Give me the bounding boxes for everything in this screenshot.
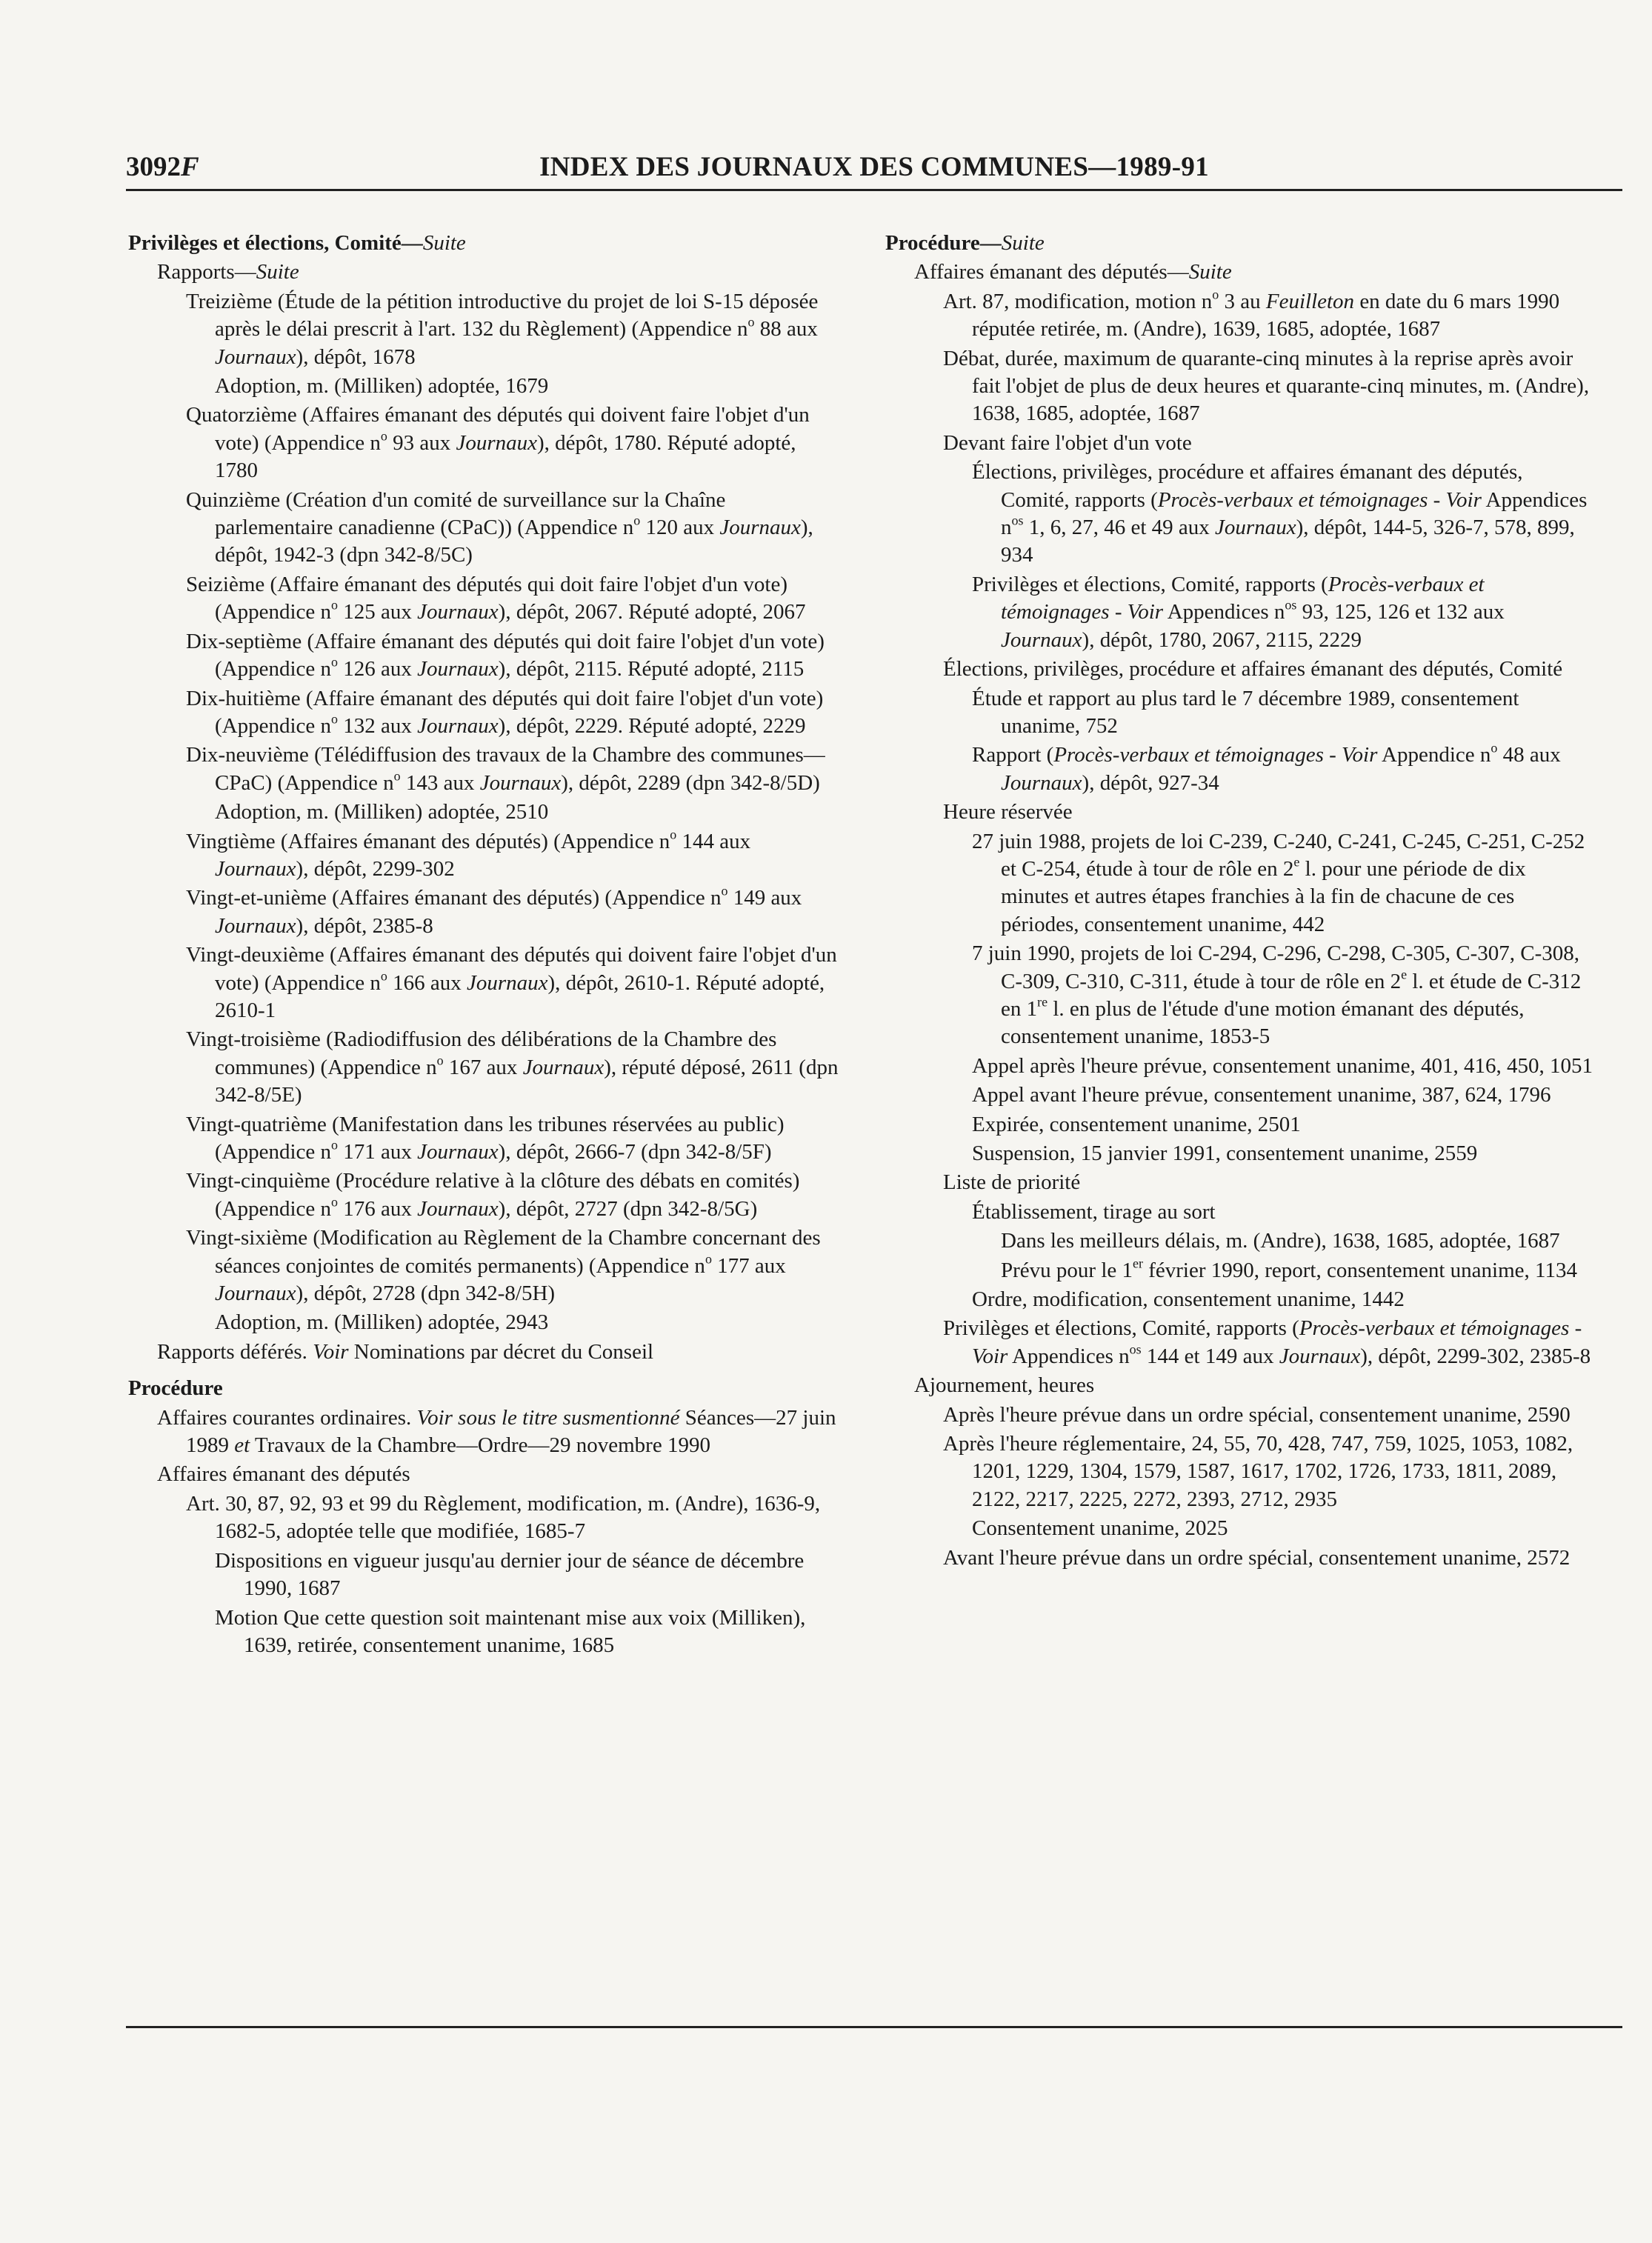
- entry-text: o: [705, 1251, 712, 1267]
- entry-text: 7 juin 1990, projets de loi C-294, C-296, C-298, C-305, C-307, C-308, C-309, C-310, C-311, étude à tour de rôle en 2: [972, 941, 1580, 993]
- entry-text: Voir sous le titre susmentionné: [416, 1405, 680, 1430]
- entry-text: Dix-neuvième (Télédiffusion des travaux de la Chambre des communes—CPaC) (Appendice n: [186, 743, 825, 795]
- index-entry: [885, 828, 1596, 939]
- entry-text: 132 aux: [338, 713, 418, 738]
- entry-text: Journaux: [215, 913, 296, 938]
- index-entry: [128, 487, 839, 570]
- entry-text: 120 aux: [640, 516, 720, 540]
- entry-text: ), dépôt, 1780. Réputé adopté, 1780: [215, 430, 796, 483]
- index-entry: [885, 430, 1596, 457]
- entry-text: Journaux: [417, 600, 499, 624]
- index-entry: [885, 1169, 1596, 1196]
- entry-text: Adoption, m. (Milliken) adoptée, 1679: [215, 374, 549, 399]
- entry-text: Appendices n: [1007, 1344, 1130, 1368]
- entry-text: ), dépôt, 2115. Réputé adopté, 2115: [498, 657, 805, 681]
- entry-text: Rapport (: [972, 743, 1054, 767]
- entry-text: o: [380, 967, 387, 983]
- entry-text: ), dépôt, 2610-1. Réputé adopté, 2610-1: [215, 970, 825, 1022]
- entry-text: Élections, privilèges, procédure et affaires émanant des députés, Comité, rapports (: [972, 460, 1523, 512]
- index-entry: [885, 1227, 1596, 1255]
- entry-text: o: [331, 597, 339, 613]
- entry-text: Liste de priorité: [943, 1170, 1081, 1195]
- index-entry: [885, 1372, 1596, 1399]
- entry-text: Suite: [256, 260, 299, 284]
- index-entry: [128, 288, 839, 371]
- entry-text: re: [1037, 994, 1048, 1010]
- entry-text: ), dépôt, 2067. Réputé adopté, 2067: [498, 600, 806, 624]
- entry-text: ), dépôt, 2289 (dpn 342-8/5D): [561, 770, 820, 795]
- entry-text: ), dépôt, 2727 (dpn 342-8/5G): [498, 1196, 758, 1221]
- index-entry: [885, 1257, 1596, 1284]
- index-entry: [885, 571, 1596, 654]
- entry-text: ), dépôt, 1780, 2067, 2115, 2229: [1082, 627, 1362, 652]
- entry-text: ), réputé déposé, 2611 (dpn 342-8/5E): [215, 1055, 839, 1107]
- index-entry: [128, 828, 839, 884]
- entry-text: Après l'heure réglementaire, 24, 55, 70, 428, 747, 759, 1025, 1053, 1082, 1201, 1229, 1304, 1579, 1587, 1617, 1702, 1726, 1733, 1811, 2089, 2122, 2217, 2225, 2272, 2393, 2712, 2935: [943, 1432, 1573, 1511]
- entry-text: Art. 30, 87, 92, 93 et 99 du Règlement, modification, m. (Andre), 1636-9, 1682-5, adoptée telle que modifiée, 1685-7: [186, 1491, 821, 1544]
- entry-text: 125 aux: [338, 600, 418, 624]
- entry-text: Vingt-sixième (Modification au Règlement de la Chambre concernant des séances conjointes de comités permanents) (Appendice n: [186, 1226, 821, 1278]
- entry-text: Journaux: [1001, 627, 1082, 652]
- index-entry: [128, 1224, 839, 1307]
- footer-rule: [126, 2026, 1622, 2028]
- entry-text: ), dépôt, 2385-8: [296, 913, 433, 938]
- entry-text: Heure réservée: [943, 800, 1073, 824]
- entry-text: Vingt-troisième (Radiodiffusion des délibérations de la Chambre des communes) (Appendice n: [186, 1027, 777, 1079]
- header-rule: [126, 189, 1622, 191]
- entry-text: Rapports—: [157, 260, 256, 284]
- entry-text: os: [1129, 1342, 1142, 1357]
- entry-text: Procédure: [128, 1376, 223, 1401]
- entry-text: Suite: [1001, 231, 1045, 255]
- entry-text: Ajournement, heures: [914, 1373, 1095, 1398]
- entry-text: o: [331, 711, 339, 727]
- entry-text: Avant l'heure prévue dans un ordre spécial, consentement unanime, 2572: [943, 1545, 1571, 1570]
- page-number: 3092F: [126, 152, 199, 182]
- entry-text: Rapports déférés.: [157, 1339, 313, 1364]
- entry-text: l. et étude de C-312 en 1: [1001, 969, 1582, 1021]
- entry-text: Expirée, consentement unanime, 2501: [972, 1112, 1301, 1136]
- index-entry: [128, 741, 839, 797]
- entry-text: Procédure—: [885, 231, 1002, 255]
- entry-text: et: [234, 1433, 250, 1458]
- entry-text: o: [436, 1053, 444, 1068]
- entry-text: Journaux: [215, 856, 296, 881]
- entry-text: Adoption, m. (Milliken) adoptée, 2943: [215, 1310, 549, 1335]
- entry-text: Journaux: [719, 516, 801, 540]
- entry-text: 166 aux: [387, 970, 467, 995]
- index-entry: [128, 1339, 839, 1366]
- entry-text: Journaux: [417, 1140, 499, 1164]
- index-entry: [128, 1404, 839, 1460]
- entry-text: Quatorzième (Affaires émanant des députés qui doivent faire l'objet d'un vote) (Appendice n: [186, 403, 810, 455]
- entry-text: 93, 125, 126 et 132 aux: [1296, 600, 1505, 624]
- index-entry: [885, 259, 1596, 286]
- entry-text: ), dépôt, 927-34: [1082, 770, 1219, 795]
- index-entry: [128, 1309, 839, 1336]
- entry-text: 48 aux: [1497, 743, 1561, 767]
- index-entry: [128, 1167, 839, 1223]
- entry-text: Journaux: [417, 657, 499, 681]
- entry-text: o: [331, 654, 339, 670]
- entry-text: Adoption, m. (Milliken) adoptée, 2510: [215, 800, 549, 824]
- entry-text: Ordre, modification, consentement unanime, 1442: [972, 1287, 1405, 1312]
- index-entry: [128, 1547, 839, 1603]
- index-entry: [128, 1490, 839, 1546]
- entry-text: 167 aux: [443, 1055, 523, 1079]
- entry-text: Étude et rapport au plus tard le 7 décembre 1989, consentement unanime, 752: [972, 686, 1519, 738]
- entry-text: Dans les meilleurs délais, m. (Andre), 1638, 1685, adoptée, 1687: [1001, 1229, 1560, 1253]
- running-title: INDEX DES JOURNAUX DES COMMUNES—1989-91: [539, 152, 1209, 182]
- entry-text: Motion Que cette question soit maintenant mise aux voix (Milliken), 1639, retirée, consentement unanime, 1685: [215, 1605, 806, 1657]
- index-entry: [128, 230, 839, 257]
- entry-text: o: [1212, 287, 1219, 302]
- entry-text: en date du 6 mars 1990 réputée retirée, m. (Andre), 1639, 1685, adoptée, 1687: [972, 289, 1560, 341]
- entry-text: Journaux: [417, 1196, 499, 1221]
- entry-text: 27 juin 1988, projets de loi C-239, C-240, C-241, C-245, C-251, C-252 et C-254, étude à tour de rôle en 2: [972, 829, 1585, 881]
- entry-text: ), dépôt, 1678: [296, 344, 416, 369]
- index-entry: [885, 1544, 1596, 1572]
- entry-text: Vingt-et-unième (Affaires émanant des députés) (Appendice n: [186, 886, 722, 910]
- entry-text: Travaux de la Chambre—Ordre—29 novembre 1990: [250, 1433, 710, 1458]
- entry-text: Procès-verbaux et témoignages - Voir: [1157, 487, 1482, 512]
- entry-text: 149 aux: [727, 886, 802, 910]
- entry-text: Appendice n: [1377, 743, 1491, 767]
- entry-text: Journaux: [1279, 1344, 1361, 1368]
- entry-text: ), dépôt, 2666-7 (dpn 342-8/5F): [498, 1140, 772, 1164]
- entry-text: Suite: [1188, 260, 1232, 284]
- index-entry: [885, 1199, 1596, 1226]
- entry-text: Nominations par décret du Conseil: [348, 1339, 654, 1364]
- entry-text: Journaux: [466, 970, 548, 995]
- entry-text: Privilèges et élections, Comité, rapports (: [972, 572, 1328, 596]
- entry-text: ), dépôt, 2299-302, 2385-8: [1360, 1344, 1591, 1368]
- index-entry: [885, 1402, 1596, 1429]
- entry-text: Devant faire l'objet d'un vote: [943, 430, 1192, 455]
- index-entry: [128, 941, 839, 1024]
- index-entry: [885, 1111, 1596, 1139]
- entry-text: 177 aux: [711, 1253, 786, 1278]
- entry-text: 88 aux: [754, 317, 818, 341]
- index-entry: [885, 230, 1596, 257]
- entry-text: o: [331, 1194, 339, 1210]
- index-entry: [885, 459, 1596, 570]
- entry-text: o: [670, 826, 677, 841]
- entry-text: l. en plus de l'étude d'une motion émanant des députés, consentement unanime, 1853-5: [1001, 996, 1525, 1049]
- entry-text: Quinzième (Création d'un comité de surveillance sur la Chaîne parlementaire canadienne (CPaC)) (Appendice n: [186, 487, 726, 540]
- entry-text: e: [1293, 854, 1300, 870]
- entry-text: Établissement, tirage au sort: [972, 1199, 1216, 1224]
- entry-text: Journaux: [1001, 770, 1082, 795]
- entry-text: 126 aux: [338, 657, 418, 681]
- entry-text: Journaux: [215, 1282, 296, 1306]
- entry-text: Affaires émanant des députés—: [914, 260, 1189, 284]
- index-entry: [128, 373, 839, 400]
- entry-text: Journaux: [1215, 516, 1296, 540]
- index-entry: [885, 1515, 1596, 1542]
- entry-text: Journaux: [522, 1055, 604, 1079]
- index-entry: [885, 1081, 1596, 1109]
- entry-text: Procès-verbaux et témoignages - Voir: [1001, 572, 1485, 624]
- index-entry: [128, 799, 839, 826]
- entry-text: Voir: [313, 1339, 349, 1364]
- index-entry: [128, 628, 839, 684]
- entry-text: Appel avant l'heure prévue, consentement unanime, 387, 624, 1796: [972, 1083, 1551, 1107]
- index-entry: [128, 571, 839, 627]
- entry-text: o: [393, 768, 401, 784]
- entry-text: 93 aux: [387, 430, 456, 455]
- entry-text: Après l'heure prévue dans un ordre spécial, consentement unanime, 2590: [943, 1402, 1571, 1427]
- index-entry: [128, 1111, 839, 1167]
- entry-text: Vingt-cinquième (Procédure relative à la clôture des débats en comités) (Appendice n: [186, 1169, 800, 1221]
- entry-text: Dix-huitième (Affaire émanant des députés qui doit faire l'objet d'un vote) (Appendice n: [186, 686, 824, 738]
- entry-text: Journaux: [479, 770, 562, 795]
- index-entry: [885, 685, 1596, 741]
- entry-text: Journaux: [215, 344, 296, 369]
- index-entry: [128, 1026, 839, 1109]
- entry-text: Procès-verbaux et témoignages - Voir: [972, 1316, 1582, 1368]
- index-entry: [885, 1286, 1596, 1313]
- index-entry: [128, 259, 839, 286]
- entry-text: e: [1401, 966, 1408, 981]
- entry-text: ), dépôt, 144-5, 326-7, 578, 899, 934: [1001, 516, 1575, 567]
- entry-text: Suspension, 15 janvier 1991, consentement unanime, 2559: [972, 1142, 1478, 1165]
- entry-text: 176 aux: [338, 1196, 418, 1221]
- index-entry: [128, 884, 839, 940]
- index-entry: [128, 685, 839, 741]
- entry-text: 143 aux: [400, 770, 480, 795]
- entry-text: 3 au: [1219, 289, 1266, 313]
- entry-text: Seizième (Affaire émanant des députés qui doit faire l'objet d'un vote) (Appendice n: [186, 572, 787, 624]
- entry-text: Feuilleton: [1265, 289, 1355, 313]
- index-entry: [885, 741, 1596, 797]
- entry-text: Privilèges et élections, Comité—: [128, 231, 423, 255]
- entry-text: o: [380, 428, 387, 444]
- entry-text: Débat, durée, maximum de quarante-cinq minutes à la reprise après avoir fait l'objet de plus de deux heures et quarante-cinq minutes, m. (Andre), 1638, 1685, adoptée, 1687: [943, 346, 1590, 426]
- index-entry: [885, 1053, 1596, 1080]
- entry-text: o: [747, 314, 755, 330]
- entry-text: l. pour une période de dix minutes et autres étapes franchies à la fin de chacune de ces périodes, consentement unanime, 442: [1001, 856, 1526, 936]
- index-entry: [885, 288, 1596, 344]
- entry-text: Vingt-quatrième (Manifestation dans les tribunes réservées au public) (Appendice n: [186, 1112, 785, 1164]
- entry-text: Journaux: [417, 713, 499, 738]
- index-entry: [128, 1604, 839, 1660]
- entry-text: o: [721, 883, 728, 899]
- entry-text: Prévu pour le 1: [1001, 1258, 1133, 1282]
- entry-text: 144 aux: [676, 829, 751, 853]
- index-entry: [128, 1461, 839, 1488]
- entry-text: o: [633, 513, 641, 528]
- entry-text: Vingt-deuxième (Affaires émanant des députés qui doivent faire l'objet d'un vote) (Appendice n: [186, 943, 837, 995]
- entry-text: février 1990, report, consentement unanime, 1134: [1142, 1258, 1577, 1282]
- entry-text: Procès-verbaux et témoignages - Voir: [1053, 743, 1378, 767]
- entry-text: Consentement unanime, 2025: [972, 1516, 1228, 1541]
- entry-text: ), dépôt, 2229. Réputé adopté, 2229: [498, 713, 806, 738]
- entry-text: Art. 87, modification, motion n: [943, 289, 1213, 313]
- entry-text: ), dépôt, 1942-3 (dpn 342-8/5C): [215, 516, 813, 567]
- entry-text: o: [331, 1137, 339, 1153]
- entry-text: 171 aux: [338, 1140, 418, 1164]
- entry-text: Dispositions en vigueur jusqu'au dernier jour de séance de décembre 1990, 1687: [215, 1548, 805, 1601]
- entry-text: ), dépôt, 2728 (dpn 342-8/5H): [296, 1282, 556, 1306]
- index-entry: [128, 401, 839, 484]
- entry-text: ), dépôt, 2299-302: [296, 856, 455, 881]
- entry-text: Appendices n: [1001, 487, 1588, 540]
- index-entry: [885, 345, 1596, 428]
- entry-text: Appendices n: [1163, 600, 1285, 624]
- index-entry: [885, 1140, 1596, 1167]
- index-entry: [885, 799, 1596, 826]
- index-entry: [885, 1430, 1596, 1513]
- entry-text: o: [1491, 740, 1498, 756]
- entry-text: Appel après l'heure prévue, consentement unanime, 401, 416, 450, 1051: [972, 1053, 1593, 1078]
- entry-text: Treizième (Étude de la pétition introductive du projet de loi S-15 déposée après le délai prescrit à l'art. 132 du Règlement) (Appendice n: [186, 289, 819, 341]
- entry-text: er: [1133, 1256, 1143, 1271]
- entry-text: Affaires courantes ordinaires.: [157, 1405, 417, 1430]
- entry-text: Vingtième (Affaires émanant des députés) (Appendice n: [186, 829, 670, 853]
- right-column: [885, 230, 1596, 1573]
- entry-text: 144 et 149 aux: [1141, 1344, 1279, 1368]
- left-column: [128, 230, 839, 1661]
- index-entry: [128, 1375, 839, 1402]
- entry-text: Suite: [422, 231, 466, 255]
- index-entry: [885, 940, 1596, 1051]
- entry-text: os: [1285, 597, 1297, 613]
- entry-text: Privilèges et élections, Comité, rapports (: [943, 1316, 1299, 1341]
- index-entry: [885, 656, 1596, 683]
- entry-text: 1, 6, 27, 46 et 49 aux: [1023, 516, 1216, 540]
- entry-text: Journaux: [456, 430, 537, 455]
- entry-text: Élections, privilèges, procédure et affaires émanant des députés, Comité: [943, 657, 1563, 681]
- entry-text: Séances—27 juin 1989: [186, 1405, 836, 1458]
- entry-text: os: [1011, 513, 1024, 528]
- entry-text: Affaires émanant des députés: [157, 1462, 410, 1487]
- entry-text: Dix-septième (Affaire émanant des députés qui doit faire l'objet d'un vote) (Appendice n: [186, 629, 825, 681]
- index-entry: [885, 1315, 1596, 1370]
